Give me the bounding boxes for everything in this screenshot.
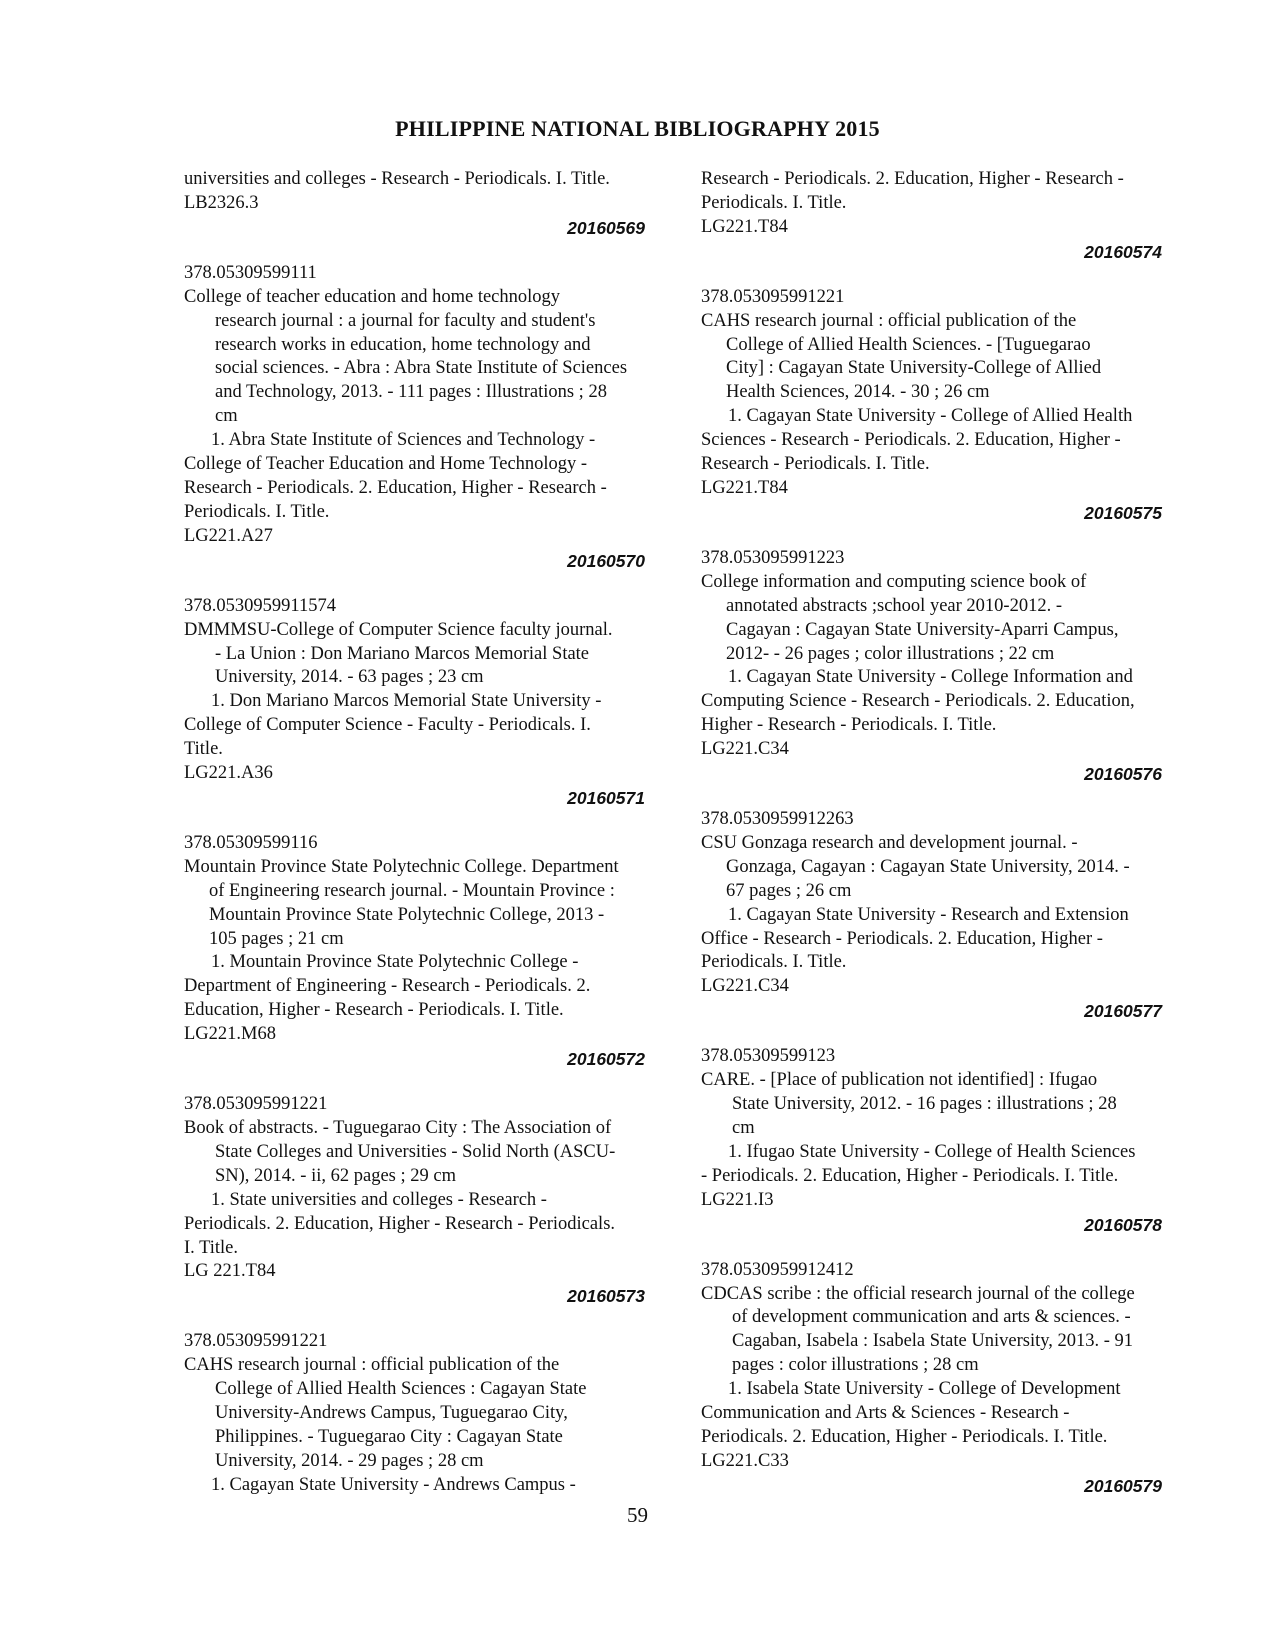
entry-description-line: Mountain Province State Polytechnic College, 2013 - [209,904,605,925]
entry-title-line: College information and computing science book of [701,571,1087,592]
subject-line: Research - Periodicals. I. Title. [701,454,930,475]
call-number: LG221.C34 [701,739,789,760]
subject-line: College of Teacher Education and Home Technology - [184,454,588,475]
subject-line: Research - Periodicals. 2. Education, Higher - Research - [184,477,607,498]
control-number: 20160578 [1084,1214,1162,1235]
call-number: LG221.C33 [701,1450,789,1471]
subject-line: Office - Research - Periodicals. 2. Education, Higher - [701,928,1103,949]
class-number: 378.053095991221 [184,1331,328,1352]
control-number: 20160579 [1084,1475,1162,1496]
entry-description-line: research works in education, home technology and [215,334,591,355]
control-number: 20160573 [567,1286,645,1307]
subject-line: I. Title. [184,1237,238,1258]
class-number: 378.05309599111 [184,262,317,283]
entry-description-line: of Engineering research journal. - Mountain Province : [209,880,615,901]
class-number: 378.0530959912412 [701,1259,854,1280]
entry-description-line: cm [215,406,238,427]
entry-title-line: CDCAS scribe : the official research journal of the college [701,1283,1135,1304]
entry-description-line: Cagayan : Cagayan State University-Aparri Campus, [726,619,1119,640]
bibliographic-entry [701,1045,1165,1236]
entry-description-line: social sciences. - Abra : Abra State Institute of Sciences [215,358,628,379]
control-number: 20160575 [1084,502,1162,523]
entry-description-line: 2012- - 26 pages ; color illustrations ; 22 cm [726,643,1055,664]
entry-description-line: 67 pages ; 26 cm [726,880,852,901]
entry-description-line: State University, 2012. - 16 pages : illustrations ; 28 [732,1094,1117,1115]
entry-description-line: of development communication and arts & sciences. - [732,1307,1131,1328]
bibliographic-entry [184,832,648,1071]
subject-line: 1. Mountain Province State Polytechnic College - [211,952,579,973]
control-number: 20160577 [1084,1001,1162,1022]
entry-title-line: CARE. - [Place of publication not identified] : Ifugao [701,1070,1098,1091]
control-number: 20160574 [1084,241,1162,262]
subject-line: Periodicals. I. Title. [701,952,847,973]
entry-title-line: Book of abstracts. - Tuguegarao City : The Association of [184,1118,612,1138]
entry-description-line: University, 2014. - 29 pages ; 28 cm [215,1450,484,1471]
control-number: 20160569 [567,217,645,238]
subject-line: College of Computer Science - Faculty - Periodicals. I. [184,715,591,736]
entry-description-line: State Colleges and Universities - Solid North (ASCU- [215,1141,616,1162]
control-number: 20160570 [567,550,645,571]
subject-line: Computing Science - Research - Periodicals. 2. Education, [701,691,1135,712]
class-number: 378.05309599123 [701,1046,836,1067]
subject-line: 1. Don Mariano Marcos Memorial State University - [211,691,602,712]
bibliographic-entry [701,286,1165,525]
right-column [701,168,1165,1498]
entry-description-line: City] : Cagayan State University-College of Allied [726,358,1102,379]
entry-description-line: University-Andrews Campus, Tuguegarao City, [215,1403,568,1424]
entry-title-line: College of teacher education and home technology [184,286,561,307]
entry-description-line: and Technology, 2013. - 111 pages : Illustrations ; 28 [215,382,607,403]
bibliographic-entry [184,595,648,810]
continuation-call-number: LB2326.3 [184,192,259,213]
subject-line: 1. Abra State Institute of Sciences and Technology - [211,430,596,451]
class-number: 378.053095991221 [701,286,845,307]
call-number: LG221.T84 [701,477,788,498]
entry-title-line: CSU Gonzaga research and development journal. - [701,832,1078,853]
entry-title-line: CAHS research journal : official publication of the [701,310,1077,331]
class-number: 378.0530959911574 [184,595,336,616]
entry-description-line: research journal : a journal for faculty and student's [215,310,596,331]
entry-description-line: annotated abstracts ;school year 2010-2012. - [726,595,1062,616]
entry-description-line: Health Sciences, 2014. - 30 ; 26 cm [726,382,990,403]
page-number: 59 [627,1503,648,1527]
left-column [184,168,648,1498]
bibliographic-entry [184,262,648,573]
control-number: 20160576 [1084,764,1162,785]
subject-line: 1. Isabela State University - College of Development [728,1379,1121,1400]
entry-description-line: Gonzaga, Cagayan : Cagayan State University, 2014. - [726,856,1130,877]
subject-line: 1. Cagayan State University - Research and Extension [728,904,1129,925]
class-number: 378.0530959912263 [701,809,854,830]
continuation-call-number: LG221.T84 [701,216,788,237]
page-title: PHILIPPINE NATIONAL BIBLIOGRAPHY 2015 [395,116,880,141]
class-number: 378.053095991221 [184,1094,328,1115]
entry-description-line: - La Union : Don Mariano Marcos Memorial State [215,643,590,664]
subject-line: 1. Cagayan State University - College of Allied Health [728,406,1133,427]
subject-line: Communication and Arts & Sciences - Research - [701,1403,1070,1424]
subject-line: 1. State universities and colleges - Research - [211,1189,547,1210]
entry-title-line: Mountain Province State Polytechnic College. Department [184,856,619,877]
bibliographic-entry [701,808,1165,1023]
call-number: LG221.A27 [184,525,273,546]
control-number: 20160572 [567,1049,645,1070]
subject-line: 1. Ifugao State University - College of Health Sciences [728,1141,1136,1162]
entry-description-line: University, 2014. - 63 pages ; 23 cm [215,667,484,688]
control-number: 20160571 [567,787,645,808]
entry-description-line: Cagaban, Isabela : Isabela State University, 2013. - 91 [732,1331,1134,1352]
entry-description-line: College of Allied Health Sciences. - [Tuguegarao [726,334,1091,355]
call-number: LG221.I3 [701,1189,774,1210]
subject-line: - Periodicals. 2. Education, Higher - Periodicals. I. Title. [701,1165,1119,1186]
call-number: LG221.C34 [701,976,789,997]
bibliographic-entry [184,1093,648,1308]
continuation-line: universities and colleges - Research - Periodicals. I. Title. [184,169,610,189]
entry-description-line: cm [732,1118,755,1138]
subject-line: Department of Engineering - Research - Periodicals. 2. [184,976,591,997]
subject-line: Periodicals. 2. Education, Higher - Periodicals. I. Title. [701,1426,1108,1447]
continuation-line: Research - Periodicals. 2. Education, Higher - Research - [701,169,1124,189]
continuation-line: Periodicals. I. Title. [701,192,847,213]
subject-line: 1. Cagayan State University - College Information and [728,667,1133,688]
subject-line: Sciences - Research - Periodicals. 2. Education, Higher - [701,430,1121,451]
bibliographic-entry [701,547,1165,786]
entry-title-line: DMMMSU-College of Computer Science faculty journal. [184,619,613,640]
subject-line: Title. [184,739,223,760]
call-number: LG221.A36 [184,763,273,784]
entry-description-line: SN), 2014. - ii, 62 pages ; 29 cm [215,1165,456,1186]
entry-description-line: pages : color illustrations ; 28 cm [732,1355,979,1376]
call-number: LG221.M68 [184,1024,276,1045]
entry-description-line: Philippines. - Tuguegarao City : Cagayan State [215,1426,563,1447]
entry-description-line: 105 pages ; 21 cm [209,928,344,949]
subject-line: 1. Cagayan State University - Andrews Campus - [211,1474,576,1495]
subject-line: Higher - Research - Periodicals. I. Title. [701,715,997,736]
subject-line: Periodicals. 2. Education, Higher - Research - Periodicals. [184,1213,616,1234]
subject-line: Education, Higher - Research - Periodicals. I. Title. [184,1000,564,1021]
bibliographic-entry [184,1330,648,1497]
class-number: 378.05309599116 [184,832,318,853]
bibliographic-entry [701,1259,1165,1498]
class-number: 378.053095991223 [701,547,845,568]
subject-line: Periodicals. I. Title. [184,501,330,522]
entry-title-line: CAHS research journal : official publication of the [184,1355,560,1376]
call-number: LG 221.T84 [184,1261,276,1282]
entry-description-line: College of Allied Health Sciences : Cagayan State [215,1379,587,1400]
